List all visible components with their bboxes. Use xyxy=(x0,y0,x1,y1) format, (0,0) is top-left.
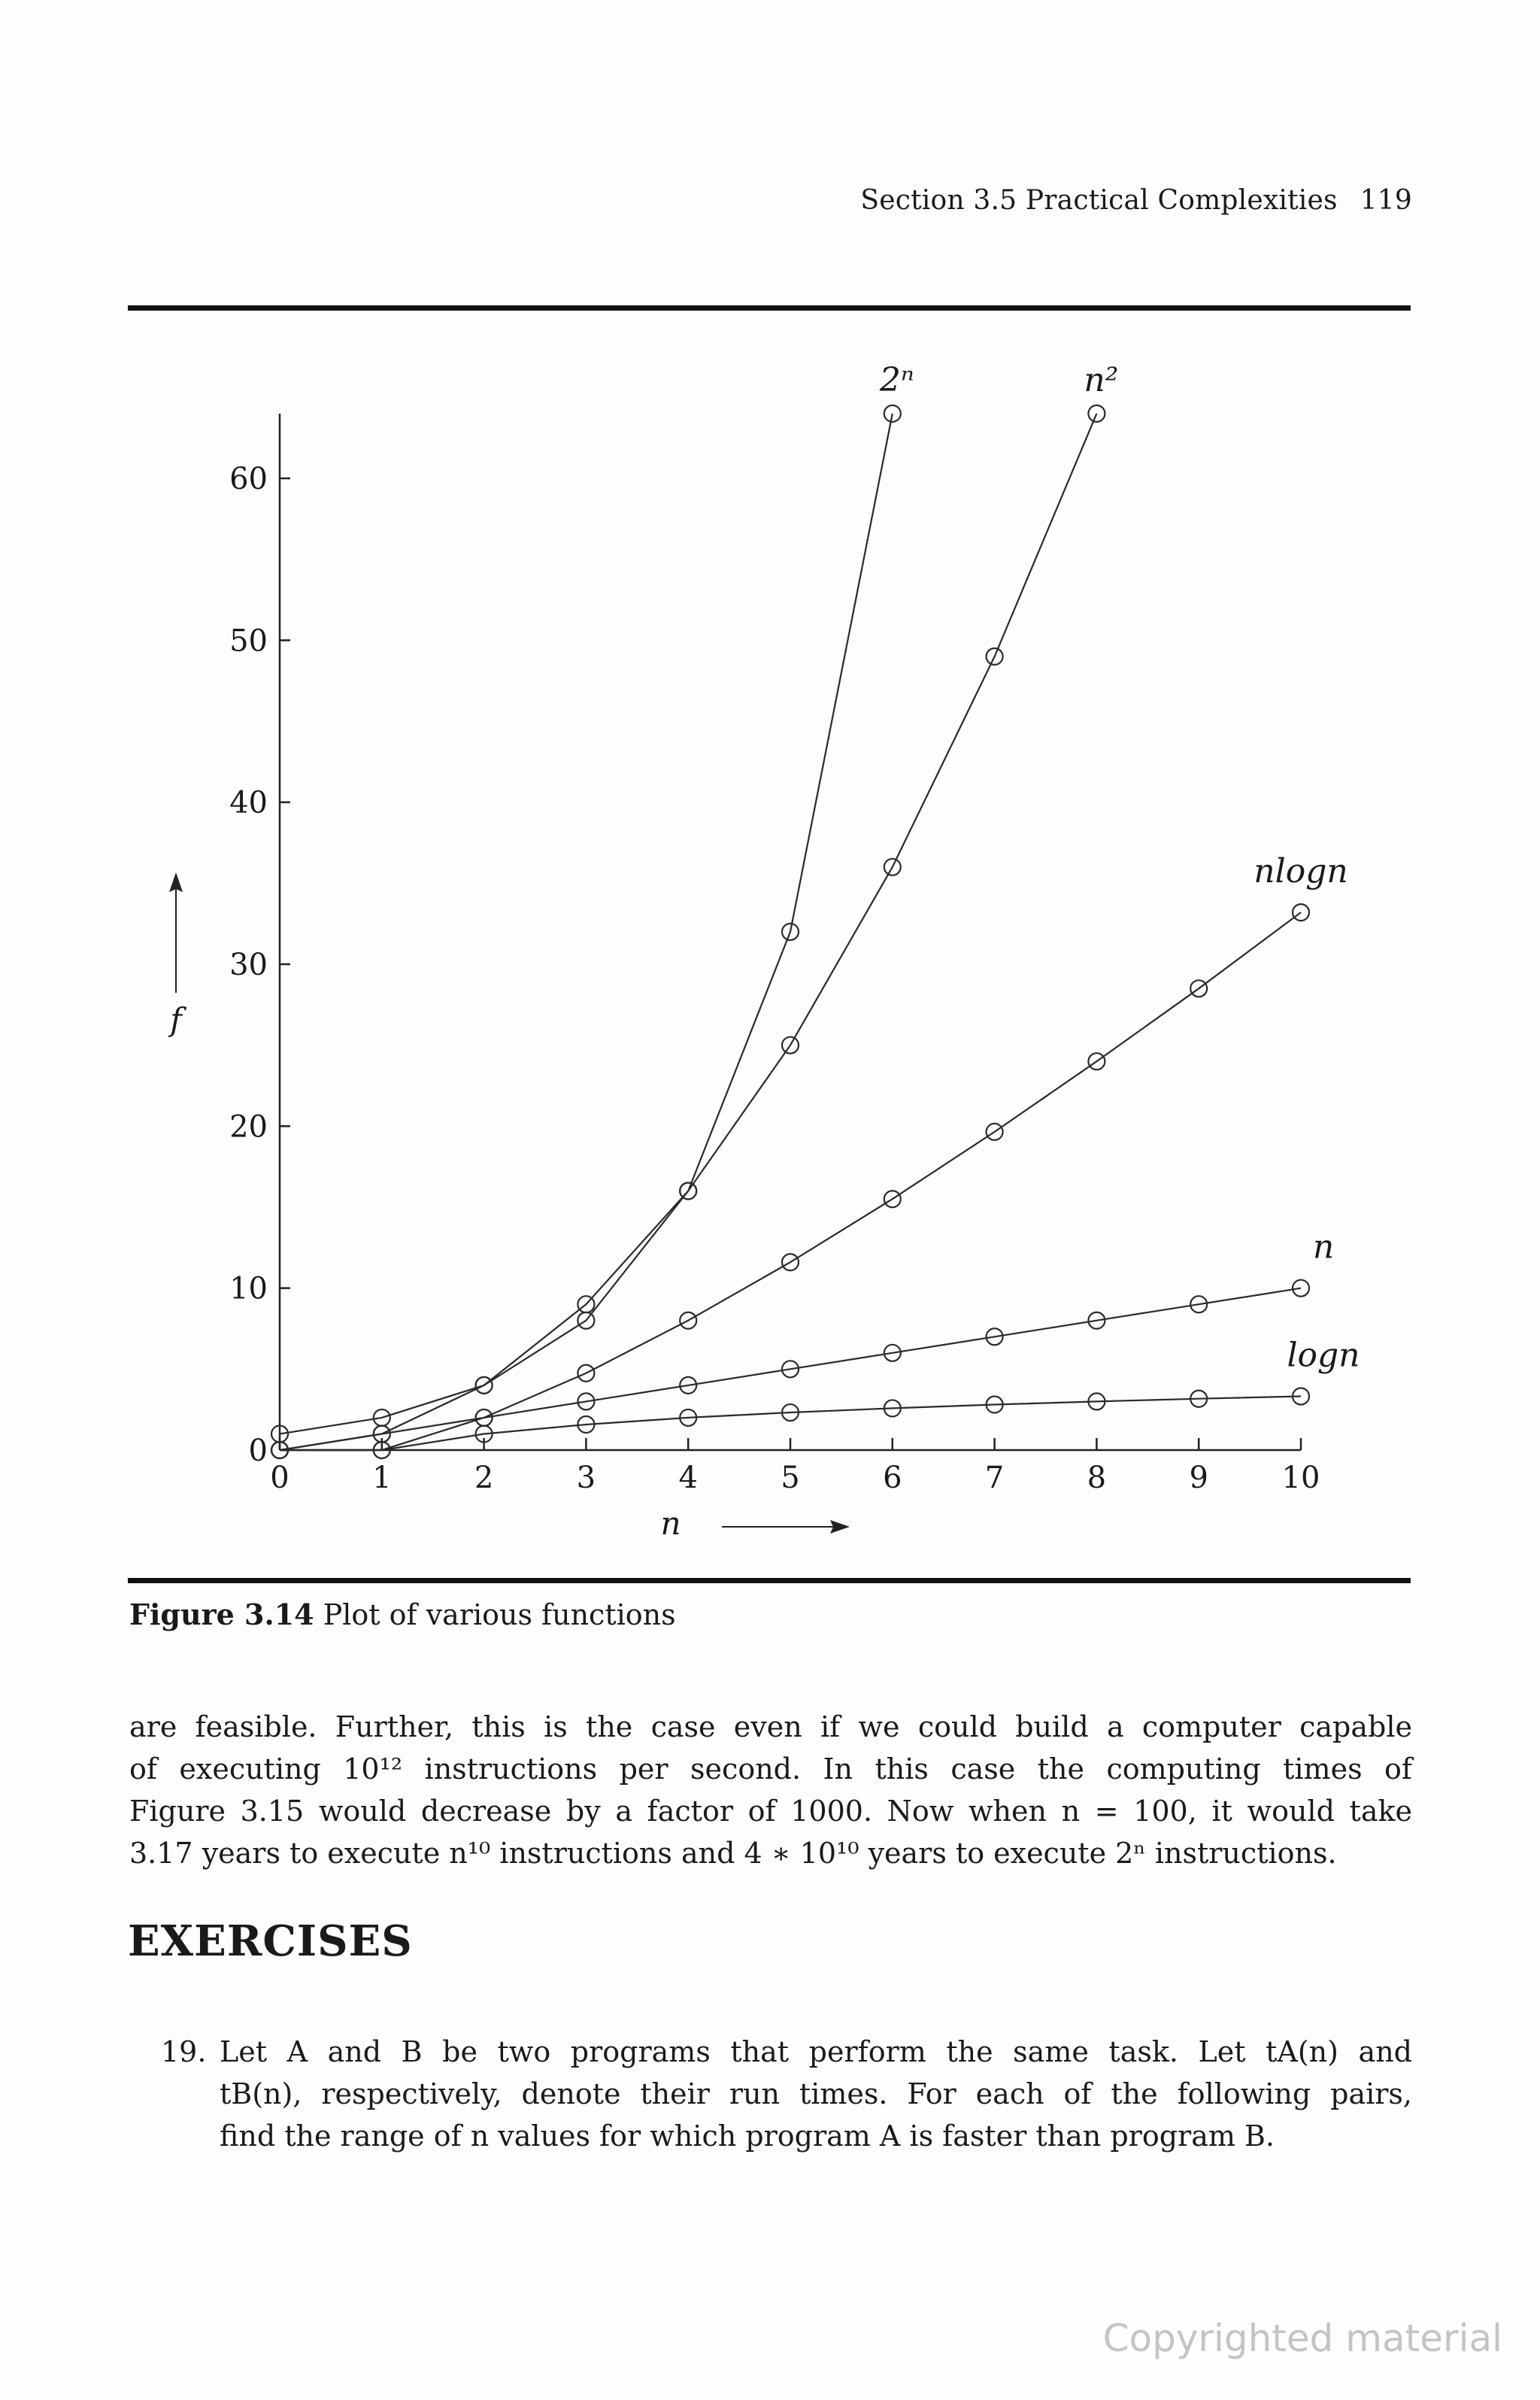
x-axis-label: n xyxy=(660,1505,681,1542)
series-label: n xyxy=(1312,1227,1335,1267)
running-head xyxy=(860,185,1412,216)
top-rule xyxy=(128,305,1411,311)
body-paragraph xyxy=(129,1706,1412,1874)
series-line xyxy=(280,1288,1301,1450)
exercise-number: 19. xyxy=(161,2035,207,2068)
function-plot xyxy=(0,316,1540,1572)
exercise-line: find the range of n values for which program A is faster than program B. xyxy=(220,2119,1275,2153)
page-number: 119 xyxy=(1360,185,1412,216)
y-tick-label: 20 xyxy=(229,1109,268,1145)
caption-label: Figure 3.14 xyxy=(129,1597,314,1631)
x-tick-label: 0 xyxy=(270,1461,290,1495)
data-point xyxy=(1088,405,1105,422)
plot-axes xyxy=(168,414,1320,1542)
series-label: logn xyxy=(1287,1336,1360,1375)
x-tick-label: 4 xyxy=(678,1461,698,1495)
y-tick-label: 10 xyxy=(229,1271,268,1306)
y-tick-label: 40 xyxy=(229,785,268,821)
y-tick-label: 0 xyxy=(248,1434,268,1468)
paragraph-line: are feasible. Further, this is the case even if we could build a computer capable xyxy=(129,1710,1412,1743)
paragraph-line: 3.17 years to execute n¹⁰ instructions and 4 ∗ 10¹⁰ years to execute 2ⁿ instructions. xyxy=(129,1837,1337,1870)
y-tick-label: 30 xyxy=(229,948,268,982)
exercise-line: tB(n), respectively, denote their run times. For each of the following pairs, xyxy=(220,2077,1412,2110)
copyright-watermark: Copyrighted material xyxy=(1102,2317,1502,2360)
paragraph-line: Figure 3.15 would decrease by a factor of 1000. Now when n = 100, it would take xyxy=(129,1795,1412,1828)
data-point xyxy=(1293,904,1309,921)
x-tick-label: 3 xyxy=(576,1461,596,1495)
x-tick-label: 8 xyxy=(1087,1461,1107,1495)
x-tick-label: 1 xyxy=(372,1461,392,1495)
series-label: nlogn xyxy=(1254,852,1348,891)
x-tick-label: 6 xyxy=(883,1461,902,1495)
series-label: n² xyxy=(1084,360,1119,399)
paragraph-line: of executing 10¹² instructions per second. In this case the computing times of xyxy=(129,1752,1412,1786)
exercise-line: Let A and B be two programs that perform the same task. Let tA(n) and xyxy=(220,2035,1412,2068)
x-tick-label: 10 xyxy=(1281,1461,1320,1495)
data-point xyxy=(884,405,901,422)
series-0 xyxy=(271,405,901,1443)
x-tick-label: 9 xyxy=(1189,1461,1208,1495)
exercise-item xyxy=(161,2031,1412,2157)
y-tick-label: 60 xyxy=(229,462,268,496)
series-2 xyxy=(271,904,1309,1458)
plot-labels xyxy=(879,361,1360,1375)
y-axis-label: f xyxy=(170,1001,182,1038)
series-3 xyxy=(271,1280,1309,1458)
y-tick-label: 50 xyxy=(229,624,268,659)
series-1 xyxy=(271,405,1105,1458)
x-tick-label: 7 xyxy=(984,1461,1005,1495)
x-tick-label: 5 xyxy=(781,1461,800,1495)
bottom-rule xyxy=(128,1578,1411,1583)
exercise-body xyxy=(220,2031,1412,2157)
series-label: 2ⁿ xyxy=(879,360,914,399)
section-heading: EXERCISES xyxy=(128,1916,413,1966)
series-line xyxy=(280,414,1096,1450)
data-point xyxy=(1293,1280,1309,1297)
series-line xyxy=(280,414,893,1434)
x-tick-label: 2 xyxy=(474,1461,494,1495)
running-title: Section 3.5 Practical Complexities xyxy=(860,185,1338,216)
plot-series xyxy=(271,405,1309,1458)
caption-text: Plot of various functions xyxy=(323,1598,676,1631)
figure-caption xyxy=(129,1597,676,1631)
